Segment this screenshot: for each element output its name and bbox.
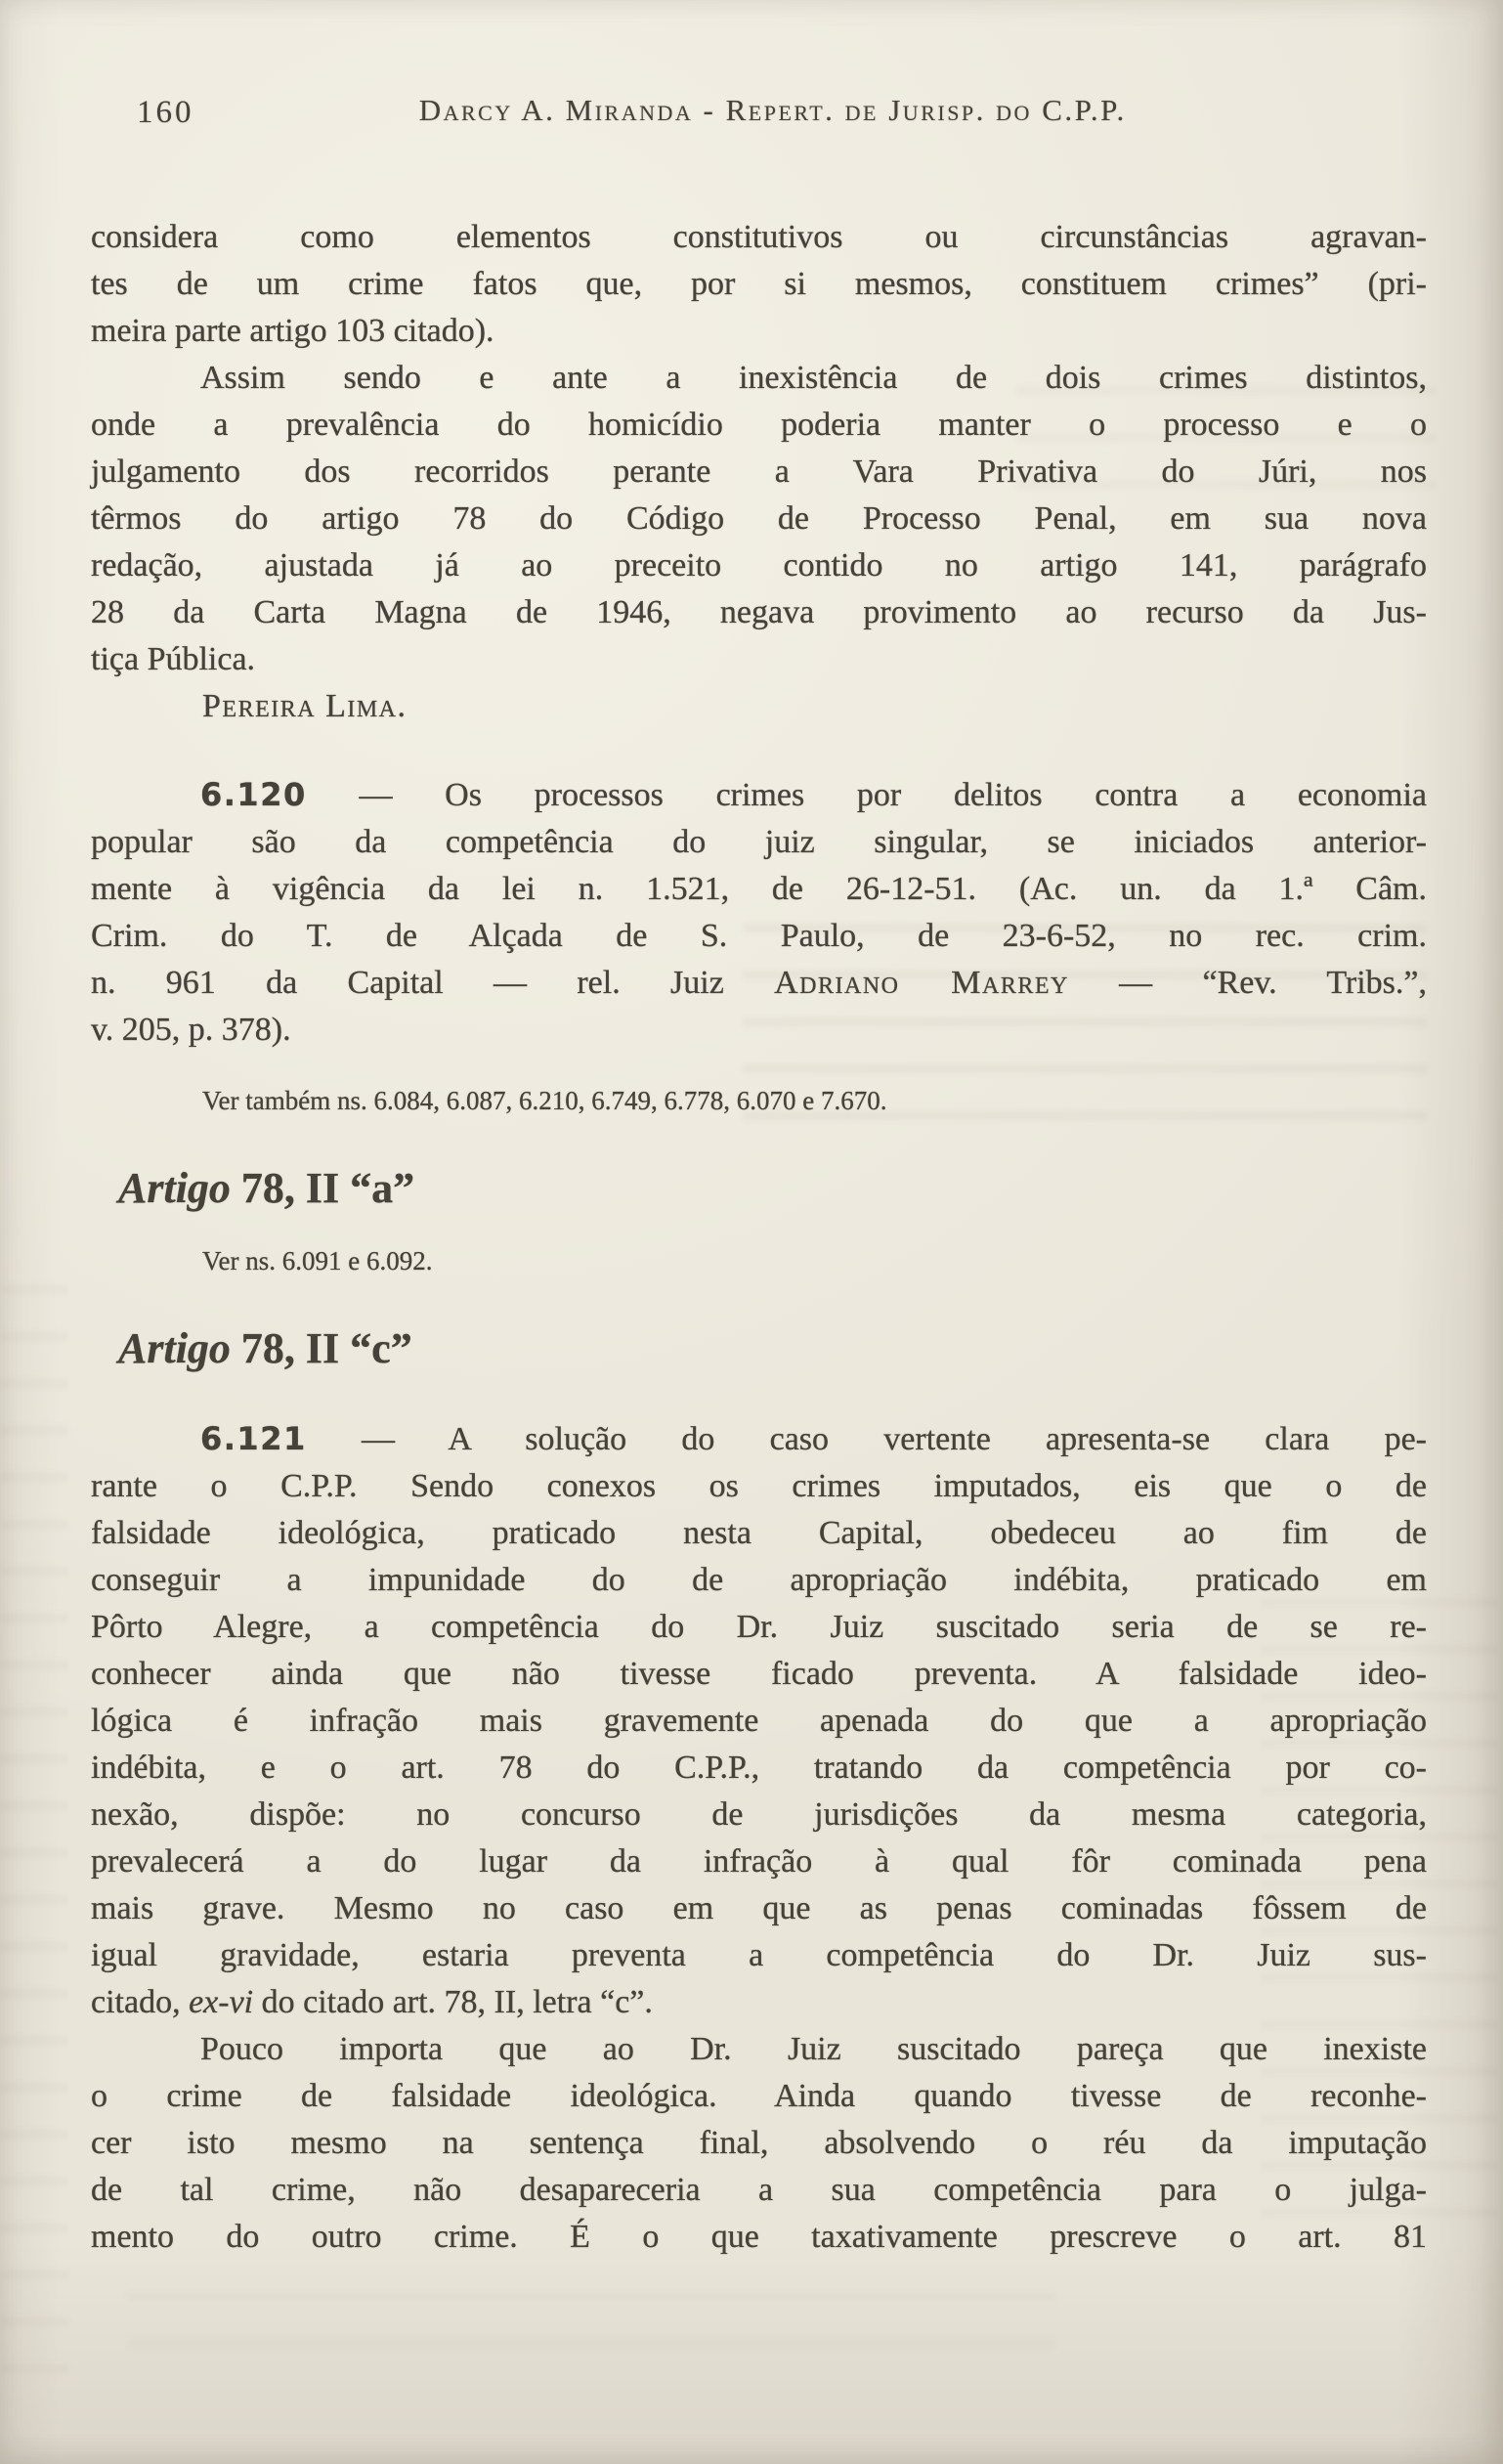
text-line: meira parte artigo 103 citado). [91,313,494,349]
text-line: Ver ns. 6.091 e 6.092. [202,1246,433,1275]
text-line: tes de um crime fatos que, por si mesmos, constituem crimes” (pri- [91,266,1427,302]
text-line: Artigo 78, II “c” [118,1324,412,1372]
signature-pereira-lima [91,683,1427,730]
section-6-120 [91,771,1427,1054]
bleedthrough-artifact [127,2277,1055,2365]
text-line: popular são da competência do juiz singular, se iniciados anterior- [91,824,1427,860]
text-line: redação, ajustada já ao preceito contido no artigo 141, parágrafo [91,547,1427,584]
text-line: citado, ex-vi do citado art. 78, II, letra “c”. [91,1984,653,2020]
text-line: nexão, dispõe: no concurso de jurisdições da mesma categoria, [91,1796,1427,1833]
text-line: onde a prevalência do homicídio poderia manter o processo e o [91,407,1427,443]
heading-artigo-78-ii-c [118,1323,1427,1374]
text-line: mais grave. Mesmo no caso em que as penas cominadas fôssem de [91,1890,1427,1926]
crossref-artigo-78-ii-a [202,1243,1427,1278]
text-line: prevalecerá a do lugar da infração à qual fôr cominada pena [91,1843,1427,1880]
paragraph-assim-sendo [91,355,1427,683]
text-line: falsidade ideológica, praticado nesta Capital, obedeceu ao fim de [91,1515,1427,1551]
page-header [0,93,1503,140]
text-line: cer isto mesmo na sentença final, absolvendo o réu da imputação [91,2125,1427,2161]
text-line: n. 961 da Capital — rel. Juiz Adriano Marrey — “Rev. Tribs.”, [91,965,1428,1001]
section-6-121 [91,1415,1427,2026]
text-line: conhecer ainda que não tivesse ficado preventa. A falsidade ideo- [91,1656,1427,1692]
text-line: mento do outro crime. É o que taxativamente prescreve o art. 81 [91,2219,1427,2255]
text-line: rante o C.P.P. Sendo conexos os crimes imputados, eis que o de [91,1468,1427,1504]
heading-artigo-78-ii-a [118,1163,1427,1214]
page-number: 160 [137,95,194,130]
text-line: Pouco importa que ao Dr. Juiz suscitado pareça que inexiste [200,2031,1427,2067]
text-line: indébita, e o art. 78 do C.P.P., tratando da competência por co- [91,1750,1427,1786]
running-title: Darcy A. Miranda - Repert. de Jurisp. do C.P.P. [418,93,1127,127]
text-line: mente à vigência da lei n. 1.521, de 26-12-51. (Ac. un. da 1.ª Câm. [91,871,1427,907]
text-line: o crime de falsidade ideológica. Ainda quando tivesse de reconhe- [91,2078,1427,2114]
text-line: conseguir a impunidade do de apropriação indébita, praticado em [91,1562,1427,1598]
text-line: Pôrto Alegre, a competência do Dr. Juiz suscitado seria de se re- [91,1609,1427,1645]
text-line: lógica é infração mais gravemente apenada do que a apropriação [91,1703,1427,1739]
text-line: Artigo 78, II “a” [118,1164,415,1212]
text-line: têrmos do artigo 78 do Código de Processo Penal, em sua nova [91,500,1427,537]
paragraph-pouco-importa [91,2026,1427,2261]
text-line: 6.120 — Os processos crimes por delitos contra a economia [200,776,1427,813]
text-line: Pereira Lima. [202,688,408,724]
text-line: 28 da Carta Magna de 1946, negava provimento ao recurso da Jus- [91,594,1427,630]
text-line: 6.121 — A solução do caso vertente apresenta-se clara pe- [200,1420,1427,1457]
text-line: tiça Pública. [91,641,256,677]
text-line: igual gravidade, estaria preventa a competência do Dr. Juiz sus- [91,1937,1427,1973]
text-line: Assim sendo e ante a inexistência de dois crimes distintos, [200,360,1427,396]
text-line: Ver também ns. 6.084, 6.087, 6.210, 6.749, 6.778, 6.070 e 7.670. [202,1086,887,1115]
crossref-6-120 [202,1083,1427,1118]
text-line: julgamento dos recorridos perante a Vara Privativa do Júri, nos [91,454,1427,490]
text-block [0,214,1503,2261]
text-line: de tal crime, não desapareceria a sua competência para o julga- [91,2172,1427,2208]
text-line: Crim. do T. de Alçada de S. Paulo, de 23-6-52, no rec. crim. [91,918,1427,954]
paragraph-continuation [91,214,1427,355]
text-line: considera como elementos constitutivos ou circunstâncias agravan- [91,219,1427,255]
text-line: v. 205, p. 378). [91,1012,291,1048]
